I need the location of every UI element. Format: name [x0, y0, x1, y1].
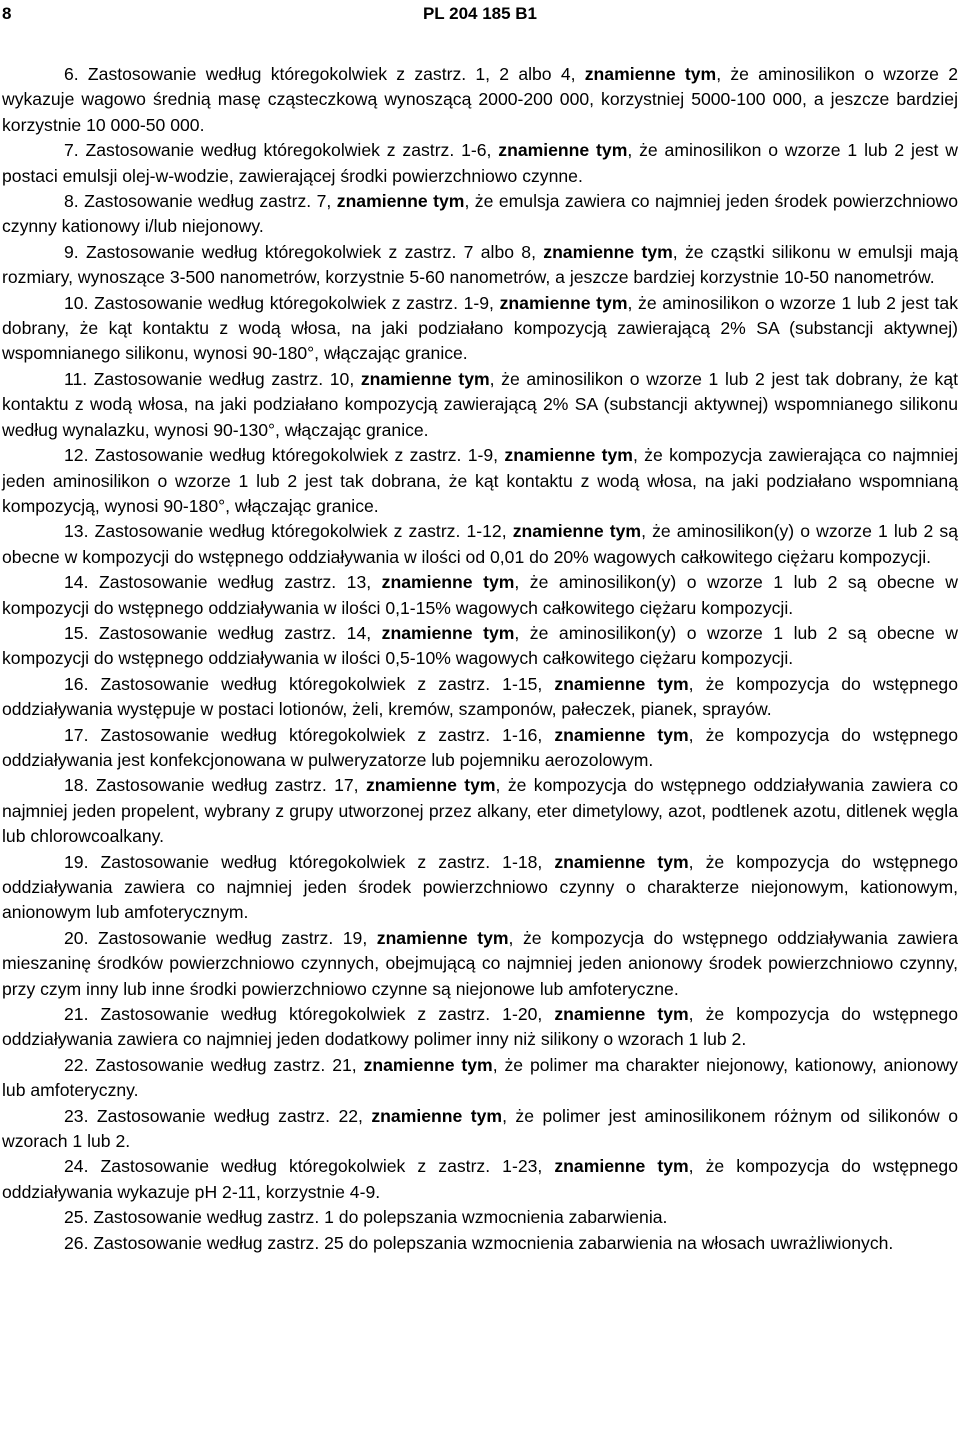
claim-paragraph [2, 570, 958, 621]
claim-text: 23. Zastosowanie według zastrz. 22, [64, 1105, 372, 1126]
claim-paragraph [2, 189, 958, 240]
claim-bold-phrase: znamienne tym [554, 673, 689, 694]
claim-text: 8. Zastosowanie według zastrz. 7, [64, 191, 337, 212]
claim-bold-phrase: znamienne tym [360, 368, 490, 389]
claim-bold-phrase: znamienne tym [554, 1156, 689, 1177]
claim-bold-phrase: znamienne tym [554, 851, 689, 872]
claim-text: 14. Zastosowanie według zastrz. 13, [64, 572, 382, 593]
claim-paragraph [2, 1104, 958, 1155]
claim-paragraph [2, 1205, 958, 1230]
claim-text: , że cząstki silikonu w emulsji mają rozmiary, wynoszące 3-500 nanometrów, korzystnie 5-60 nanometrów, a jeszcze bardziej korzystnie 10-50 nanometrów. [2, 241, 958, 288]
claim-text: 25. Zastosowanie według zastrz. 1 do polepszania wzmocnienia zabarwienia. [64, 1207, 668, 1228]
claim-paragraph [2, 62, 958, 138]
claim-paragraph [2, 138, 958, 189]
claim-paragraph [2, 1231, 958, 1256]
claim-text: , że kompozycja do wstępnego oddziaływania zawiera co najmniej jeden środek powierzchniowo czynny o charakterze niejonowym, kationowym, anionowym lub amfoterycznym. [2, 851, 958, 923]
page-header [0, 0, 960, 30]
claim-text: , że aminosilikon(y) o wzorze 1 lub 2 są obecne w kompozycji do wstępnego oddziaływania w ilości od 0,01 do 20% wagowych całkowitego ciężaru kompozycji. [2, 521, 958, 567]
claim-bold-phrase: znamienne tym [504, 445, 633, 466]
claim-text: 21. Zastosowanie według któregokolwiek z zastrz. 1-20, [64, 1004, 555, 1025]
claim-bold-phrase: znamienne tym [336, 191, 465, 212]
claim-paragraph [2, 850, 958, 926]
claim-paragraph [2, 240, 958, 291]
claim-text: 6. Zastosowanie według któregokolwiek z zastrz. 1, 2 albo 4, [64, 64, 585, 84]
claim-text: , że emulsja zawiera co najmniej jeden środek powierzchniowo czynny kationowy i/lub niejonowy. [2, 191, 958, 237]
claim-text: 7. Zastosowanie według któregokolwiek z zastrz. 1-6, [64, 140, 499, 161]
claim-text: , że kompozycja do wstępnego oddziaływania zawiera mieszaninę środków powierzchniowo czynnych, obejmującą co najmniej jeden anionowy środek powierzchniowo czynny, przy czym inny lub inne środki powierzchniowo czynne są niejonowe lub amfoteryczne. [2, 927, 958, 999]
claim-paragraph [2, 1053, 958, 1104]
claim-text: , że kompozycja zawierająca co najmniej jeden aminosilikon o wzorze 1 lub 2 jest tak dobrana, że kąt kontaktu z wodą włosa, na jaki podziałano wspomnianą kompozycją, wynosi 90-180°, włączając granice. [2, 445, 958, 516]
claim-paragraph [2, 291, 958, 367]
claim-text: , że aminosilikon o wzorze 2 wykazuje wagowo średnią masę cząsteczkową wynoszącą 2000-200 000, korzystniej 5000-100 000, a jeszcze bardziej korzystnie 10 000-50 000. [2, 64, 958, 135]
claims-list [2, 62, 958, 1256]
claim-text: 15. Zastosowanie według zastrz. 14, [64, 622, 382, 643]
claim-text: 26. Zastosowanie według zastrz. 25 do polepszania wzmocnienia zabarwienia na włosach uwrażliwionych. [64, 1232, 894, 1253]
claim-text: 12. Zastosowanie według któregokolwiek z zastrz. 1-9, [64, 445, 505, 466]
claim-bold-phrase: znamienne tym [512, 521, 642, 542]
claim-text: , że aminosilikon o wzorze 1 lub 2 jest w postaci emulsji olej-w-wodzie, zawierającej środki powierzchniowo czynne. [2, 140, 958, 186]
claim-paragraph [2, 773, 958, 849]
claim-paragraph [2, 723, 958, 774]
claim-bold-phrase: znamienne tym [584, 64, 717, 84]
claim-bold-phrase: znamienne tym [499, 292, 628, 313]
claim-text: , że aminosilikon o wzorze 1 lub 2 jest tak dobrany, że kąt kontaktu z wodą włosa, na jaki podziałano kompozycją zawierającą 2% SA (substancji aktywnej) wspomnianego silikonu, wynosi 90-180°, włączając granice. [2, 292, 959, 364]
patent-number: PL 204 185 B1 [422, 4, 538, 23]
claim-text: 9. Zastosowanie według któregokolwiek z zastrz. 7 albo 8, [64, 241, 544, 262]
claim-text: , że kompozycja do wstępnego oddziaływania zawiera co najmniej jeden propelent, wybrany z grupy utworzonej przez alkany, eter dimetylowy, azot, podtlenek azotu, ditlenek węgla lub chlorowcoalkany. [2, 775, 958, 847]
claim-bold-phrase: znamienne tym [376, 927, 509, 948]
claim-bold-phrase: znamienne tym [365, 775, 496, 796]
claim-text: 16. Zastosowanie według któregokolwiek z zastrz. 1-15, [64, 673, 555, 694]
claim-paragraph [2, 443, 958, 519]
claim-text: 13. Zastosowanie według któregokolwiek z zastrz. 1-12, [64, 521, 513, 542]
claim-text: , że kompozycja do wstępnego oddziaływania jest konfekcjonowana w pulweryzatorze lub pojemniku aerozolowym. [2, 724, 958, 770]
page-number: 8 [2, 4, 12, 23]
claim-text: , że aminosilikon o wzorze 1 lub 2 jest tak dobrany, że kąt kontaktu z wodą włosa, na jaki podziałano kompozycją zawierającą 2% SA (substancji aktywnej) wspomnianego silikonu według wynalazku, wynosi 90-130°, włączając granice. [2, 368, 959, 440]
claim-text: , że aminosilikon(y) o wzorze 1 lub 2 są obecne w kompozycji do wstępnego oddziaływania w ilości 0,5-10% wagowych całkowitego ciężaru kompozycji. [2, 622, 958, 669]
claim-text: 22. Zastosowanie według zastrz. 21, [64, 1054, 364, 1075]
claim-paragraph [2, 672, 958, 723]
claim-bold-phrase: znamienne tym [371, 1105, 503, 1126]
claim-text: , że kompozycja do wstępnego oddziaływania występuje w postaci lotionów, żeli, kremów, szamponów, pałeczek, pianek, sprayów. [2, 673, 958, 720]
claim-text: , że aminosilikon(y) o wzorze 1 lub 2 są obecne w kompozycji do wstępnego oddziaływania w ilości 0,1-15% wagowych całkowitego ciężaru kompozycji. [2, 572, 958, 618]
claim-text: , że kompozycja do wstępnego oddziaływania wykazuje pH 2-11, korzystnie 4-9. [2, 1156, 958, 1202]
claim-text: 18. Zastosowanie według zastrz. 17, [64, 775, 366, 796]
claim-bold-phrase: znamienne tym [381, 572, 515, 593]
claim-bold-phrase: znamienne tym [498, 140, 628, 161]
claim-bold-phrase: znamienne tym [554, 724, 689, 745]
claim-text: 17. Zastosowanie według któregokolwiek z zastrz. 1-16, [64, 724, 555, 745]
claim-paragraph [2, 519, 958, 570]
claim-bold-phrase: znamienne tym [381, 622, 515, 643]
claim-paragraph [2, 1002, 958, 1053]
claim-text: , że kompozycja do wstępnego oddziaływania zawiera co najmniej jeden dodatkowy polimer inny niż silikony o wzorach 1 lub 2. [2, 1004, 958, 1050]
claim-paragraph [2, 926, 958, 1002]
claim-bold-phrase: znamienne tym [543, 241, 673, 262]
claim-text: , że polimer jest aminosilikonem różnym od silikonów o wzorach 1 lub 2. [2, 1105, 958, 1152]
claim-paragraph [2, 621, 958, 672]
claim-text: 19. Zastosowanie według któregokolwiek z zastrz. 1-18, [64, 851, 555, 872]
claim-text: 11. Zastosowanie według zastrz. 10, [64, 368, 361, 389]
claim-paragraph [2, 1154, 958, 1205]
claim-bold-phrase: znamienne tym [363, 1054, 493, 1075]
claim-paragraph [2, 367, 958, 443]
claim-bold-phrase: znamienne tym [554, 1004, 689, 1025]
claim-text: , że polimer ma charakter niejonowy, kationowy, anionowy lub amfoteryczny. [2, 1054, 958, 1101]
claim-text: 20. Zastosowanie według zastrz. 19, [64, 927, 377, 948]
claim-text: 10. Zastosowanie według któregokolwiek z zastrz. 1-9, [64, 292, 500, 313]
claim-text: 24. Zastosowanie według któregokolwiek z zastrz. 1-23, [64, 1156, 555, 1177]
